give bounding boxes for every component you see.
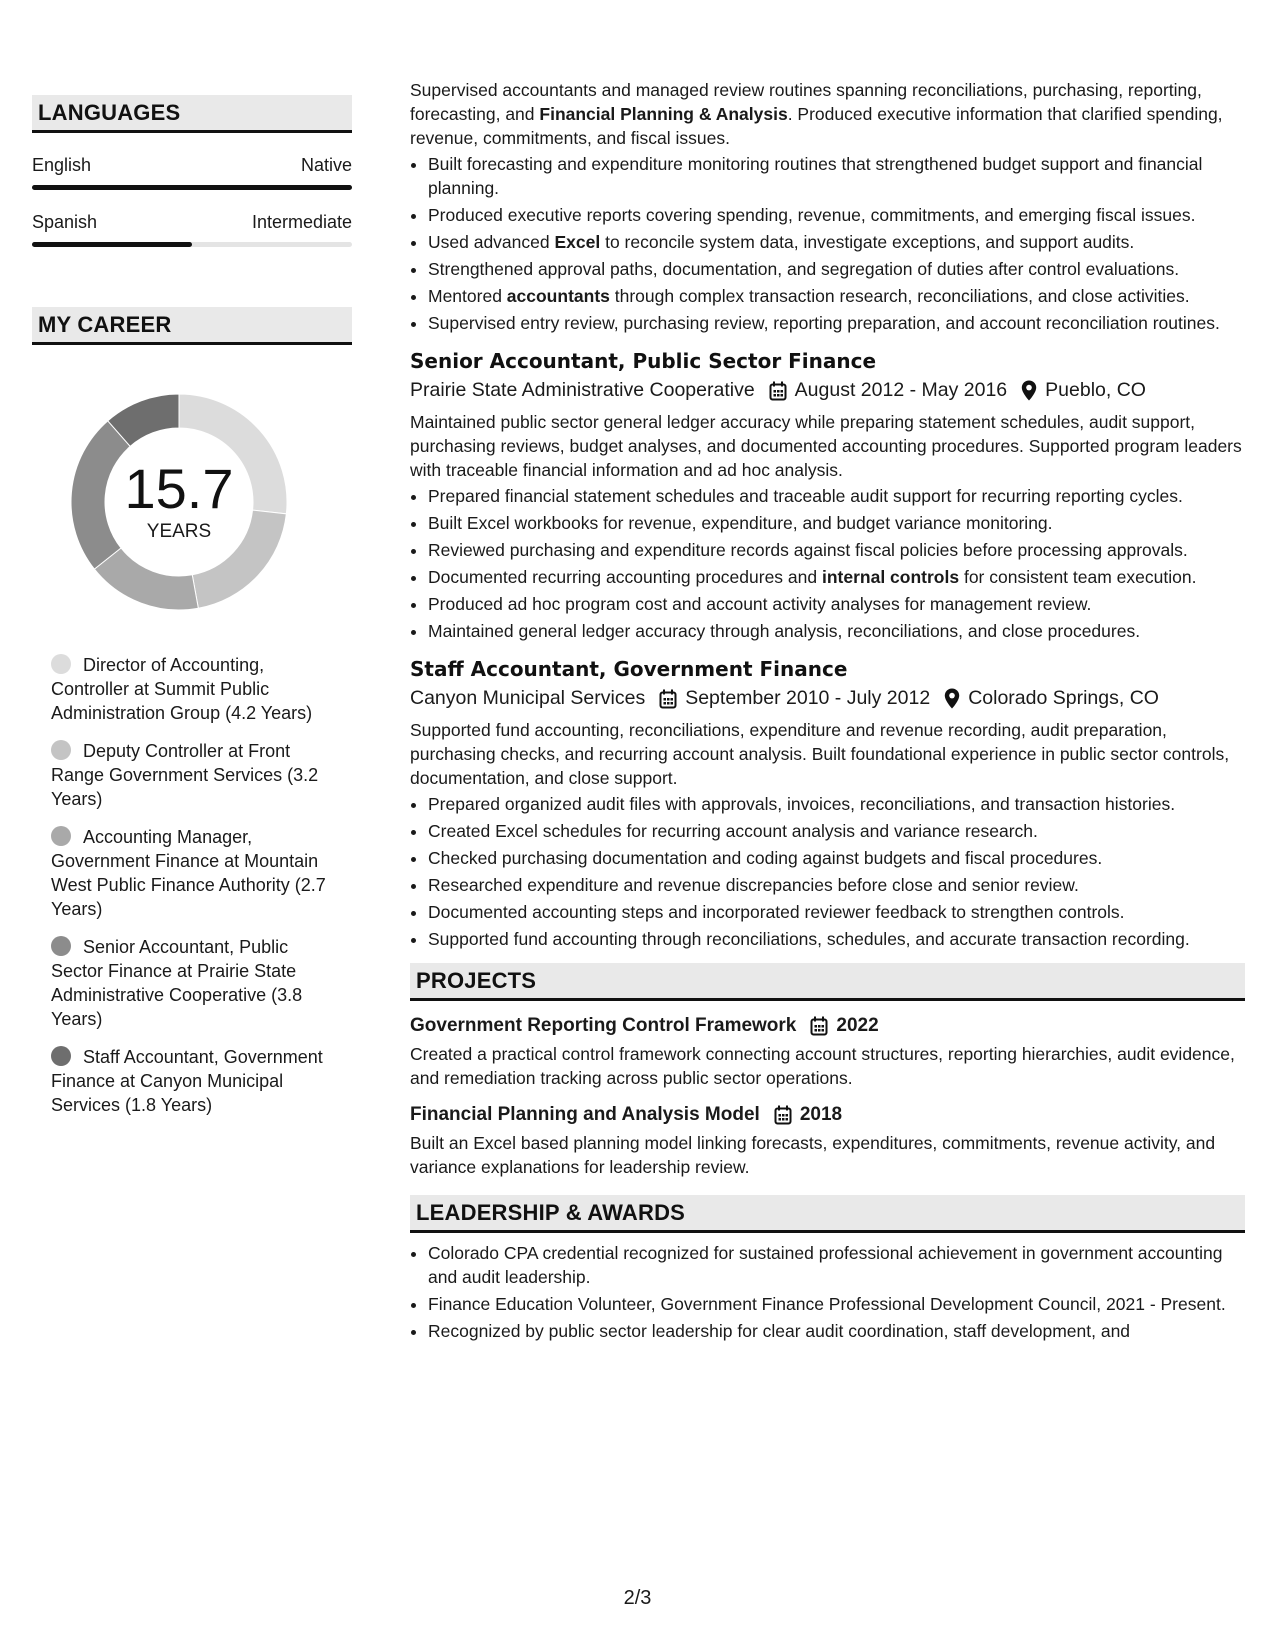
career-legend-label: Senior Accountant, Public Sector Finance at Prairie State Administrative Cooperative (3.8 Years)	[51, 937, 303, 1029]
bullet-item: • Mentored accountants through complex transaction research, reconciliations, and close activities.	[428, 284, 1245, 308]
career-legend-label: Deputy Controller at Front Range Government Services (3.2 Years)	[51, 741, 319, 809]
project-year: 2018	[799, 1104, 843, 1125]
role-bullets	[410, 152, 1245, 335]
bullet-item: • Produced executive reports covering spending, revenue, commitments, and emerging fiscal issues.	[428, 203, 1245, 227]
career-legend	[51, 653, 341, 1117]
award-item: • Colorado CPA credential recognized for sustained professional achievement in government accounting and audit leadership.	[428, 1241, 1245, 1289]
career-legend-item	[51, 739, 341, 811]
job-title: Senior Accountant, Public Sector Finance	[410, 349, 877, 373]
career-legend-item	[51, 1045, 341, 1117]
project-entry	[410, 1104, 1245, 1179]
job-company: Canyon Municipal Services	[410, 687, 646, 709]
job-summary: Maintained public sector general ledger accuracy while preparing statement schedules, audit support, purchasing reviews, budget analyses, and documented accounting procedures. Supported program leaders with traceable financial information and ad hoc analysis.	[410, 412, 1242, 480]
legend-dot-icon	[51, 654, 71, 674]
location-pin-icon	[944, 688, 960, 709]
bullet-item: • Reviewed purchasing and expenditure records against fiscal policies before processing approvals.	[428, 538, 1245, 562]
language-proficiency-fill	[32, 242, 192, 247]
career-legend-label: Staff Accountant, Government Finance at Canyon Municipal Services (1.8 Years)	[51, 1047, 323, 1115]
calendar-icon	[774, 1105, 792, 1125]
page-number: 2/3	[623, 1587, 652, 1609]
career-legend-item	[51, 935, 341, 1031]
sidebar	[32, 95, 352, 1131]
job-company: Prairie State Administrative Cooperative	[410, 379, 755, 401]
language-proficiency-bar	[32, 185, 352, 190]
job-location: Colorado Springs, CO	[968, 687, 1159, 709]
bullet-item: • Maintained general ledger accuracy through analysis, reconciliations, and close procedures.	[428, 619, 1245, 643]
awards-heading: LEADERSHIP & AWARDS	[410, 1195, 1245, 1233]
bullet-item: • Documented recurring accounting procedures and internal controls for consistent team execution.	[428, 565, 1245, 589]
awards-list	[410, 1241, 1245, 1343]
bullet-item: • Built forecasting and expenditure monitoring routines that strengthened budget support and financial planning.	[428, 152, 1245, 200]
career-total-unit: YEARS	[146, 521, 212, 542]
job-meta	[410, 687, 1245, 710]
job-dates: August 2012 - May 2016	[794, 379, 1008, 401]
bullet-item: • Checked purchasing documentation and coding against budgets and fiscal procedures.	[428, 846, 1245, 870]
project-description: Created a practical control framework connecting account structures, reporting hierarchies, audit evidence, and remediation tracking across public sector operations.	[410, 1044, 1235, 1088]
language-name: Spanish	[32, 212, 98, 232]
main-content	[410, 78, 1245, 1346]
legend-dot-icon	[51, 1046, 71, 1066]
location-pin-icon	[1021, 380, 1037, 401]
career-legend-label: Accounting Manager, Government Finance at Mountain West Public Finance Authority (2.7 Years)	[51, 827, 326, 919]
legend-dot-icon	[51, 936, 71, 956]
bullet-item: • Prepared organized audit files with approvals, invoices, reconciliations, and transaction histories.	[428, 792, 1245, 816]
language-item	[32, 212, 352, 247]
project-title: Financial Planning and Analysis Model	[410, 1104, 760, 1125]
calendar-icon	[769, 381, 787, 401]
language-proficiency-bar	[32, 242, 352, 247]
job-bullets	[410, 484, 1245, 643]
job-bullets	[410, 792, 1245, 951]
languages-heading: LANGUAGES	[32, 95, 352, 133]
bullet-item: • Documented accounting steps and incorporated reviewer feedback to strengthen controls.	[428, 900, 1245, 924]
career-legend-item	[51, 825, 341, 921]
career-legend-label: Director of Accounting, Controller at Summit Public Administration Group (4.2 Years)	[51, 655, 313, 723]
bullet-item: • Prepared financial statement schedules and traceable audit support for recurring reporting cycles.	[428, 484, 1245, 508]
language-item	[32, 155, 352, 190]
project-description: Built an Excel based planning model linking forecasts, expenditures, commitments, revenue activity, and variance explanations for leadership review.	[410, 1133, 1216, 1177]
bullet-item: • Researched expenditure and revenue discrepancies before close and senior review.	[428, 873, 1245, 897]
bullet-item: • Created Excel schedules for recurring account analysis and variance research.	[428, 819, 1245, 843]
project-entry	[410, 1015, 1245, 1090]
role-summary: Supervised accountants and managed review routines spanning reconciliations, purchasing, reporting, forecasting, and Financial Planning & Analysis. Produced executive information that clarified spending, revenue, commitments, and fiscal issues.	[410, 80, 1223, 148]
bullet-item: • Supported fund accounting through reconciliations, schedules, and accurate transaction recording.	[428, 927, 1245, 951]
language-name: English	[32, 155, 92, 175]
career-heading: MY CAREER	[32, 307, 352, 345]
job-entry	[410, 349, 1245, 643]
legend-dot-icon	[51, 826, 71, 846]
job-dates: September 2010 - July 2012	[685, 687, 931, 709]
language-level: Native	[300, 155, 352, 175]
projects-heading: PROJECTS	[410, 963, 1245, 1001]
language-proficiency-fill	[32, 185, 352, 190]
project-year: 2022	[836, 1015, 879, 1036]
award-item: • Recognized by public sector leadership for clear audit coordination, staff development, and	[428, 1319, 1245, 1343]
bullet-item: • Produced ad hoc program cost and account activity analyses for management review.	[428, 592, 1245, 616]
award-item: • Finance Education Volunteer, Government Finance Professional Development Council, 2021 - Present.	[428, 1292, 1245, 1316]
career-legend-item	[51, 653, 341, 725]
legend-dot-icon	[51, 740, 71, 760]
bullet-item: • Built Excel workbooks for revenue, expenditure, and budget variance monitoring.	[428, 511, 1245, 535]
job-entry	[410, 657, 1245, 951]
career-donut-chart	[64, 387, 294, 617]
job-location: Pueblo, CO	[1045, 379, 1146, 401]
job-title: Staff Accountant, Government Finance	[410, 657, 848, 681]
career-total-years: 15.7	[124, 457, 234, 520]
project-title: Government Reporting Control Framework	[410, 1015, 797, 1036]
calendar-icon	[659, 689, 677, 709]
job-meta	[410, 379, 1245, 402]
job-summary: Supported fund accounting, reconciliations, expenditure and revenue recording, audit preparation, purchasing checks, and recurring account analysis. Built foundational experience in public sector controls, documentation, and close support.	[410, 720, 1230, 788]
bullet-item: • Used advanced Excel to reconcile system data, investigate exceptions, and support audits.	[428, 230, 1245, 254]
bullet-item: • Supervised entry review, purchasing review, reporting preparation, and account reconciliation routines.	[428, 311, 1245, 335]
bullet-item: • Strengthened approval paths, documentation, and segregation of duties after control evaluations.	[428, 257, 1245, 281]
language-level: Intermediate	[251, 212, 352, 232]
calendar-icon	[810, 1016, 828, 1036]
